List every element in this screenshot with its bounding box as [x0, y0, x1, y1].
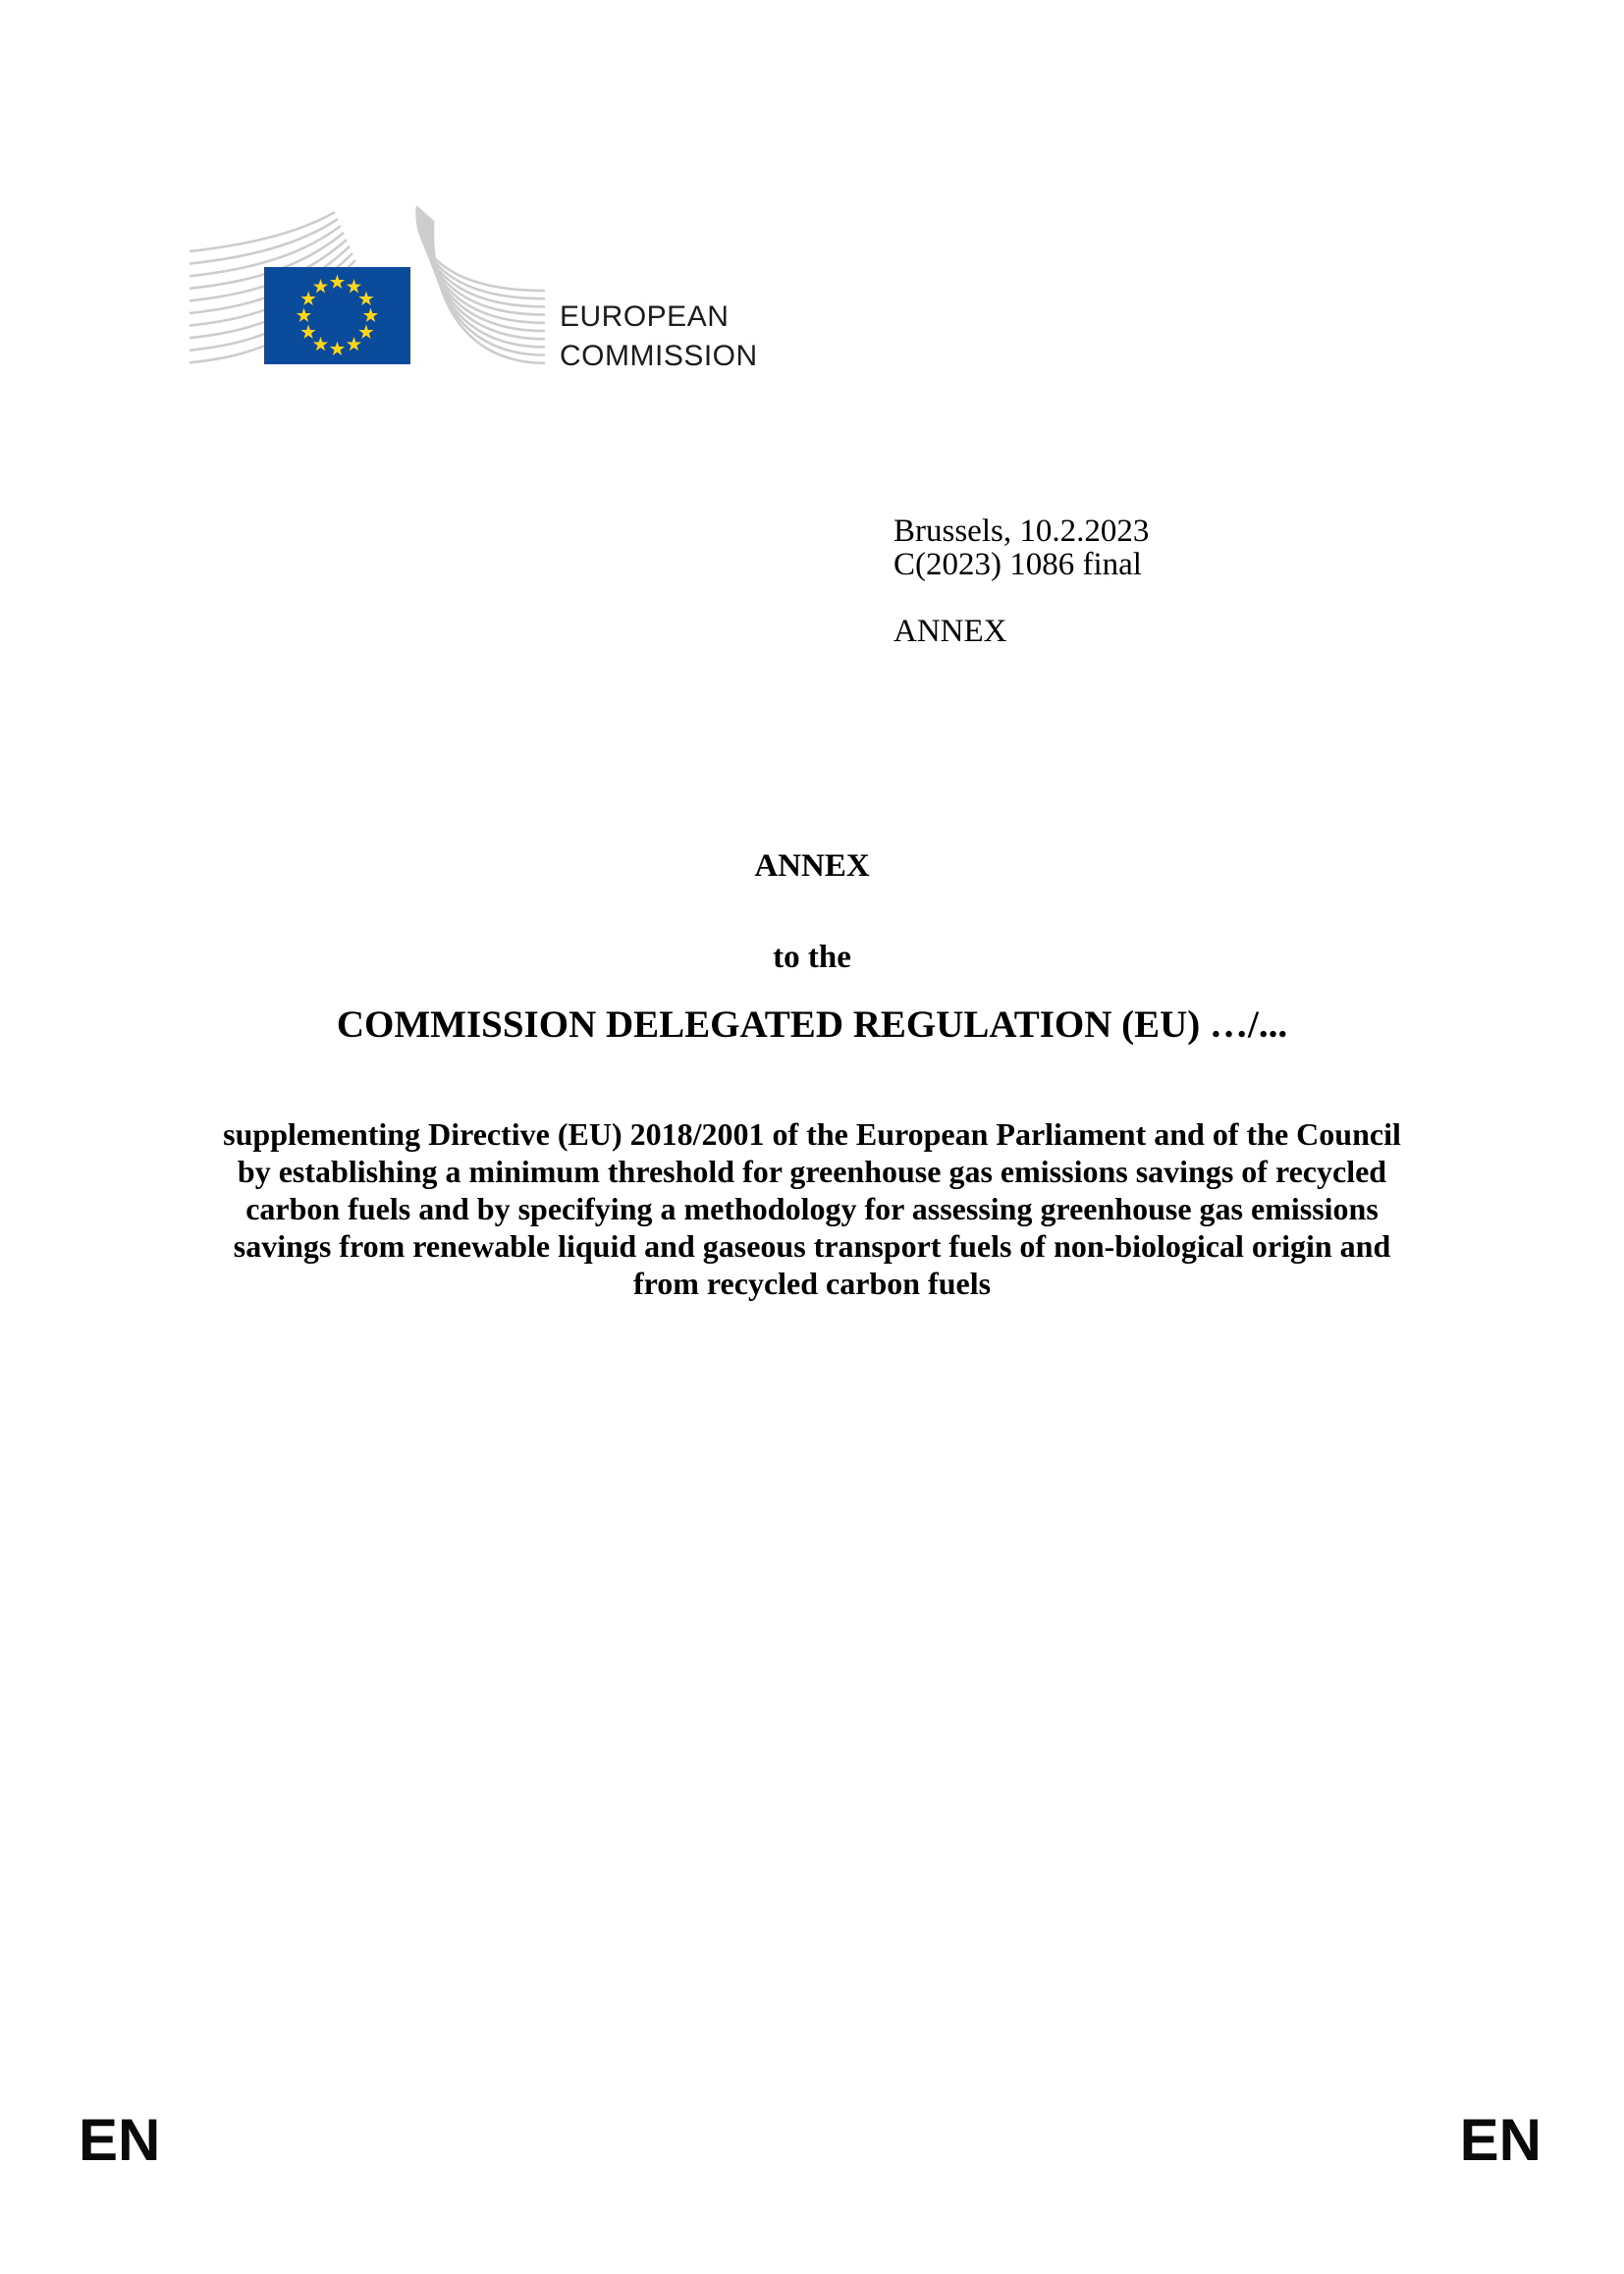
title-line: by establishing a minimum threshold for greenhouse gas emissions savings of recycled	[237, 1154, 1387, 1189]
logo-wordmark-line1: EUROPEAN	[560, 300, 730, 333]
title-line: supplementing Directive (EU) 2018/2001 of the European Parliament and of the Council	[223, 1116, 1401, 1152]
regulation-heading: COMMISSION DELEGATED REGULATION (EU) …/...	[336, 1003, 1288, 1046]
place-date: Brussels, 10.2.2023	[893, 514, 1150, 549]
reference-number: C(2023) 1086 final	[893, 547, 1142, 582]
logo-wordmark	[560, 298, 758, 376]
language-code-left: EN	[79, 2107, 161, 2173]
title-line: savings from renewable liquid and gaseous transport fuels of non-biological origin and	[233, 1228, 1391, 1264]
logo-wordmark-line2: COMMISSION	[560, 340, 758, 372]
european-commission-logo-icon	[189, 204, 548, 371]
annex-heading: ANNEX	[754, 848, 870, 884]
document-meta	[893, 514, 1149, 648]
language-code-right: EN	[1459, 2107, 1542, 2173]
title-line: from recycled carbon fuels	[632, 1266, 992, 1301]
doc-type-label: ANNEX	[893, 614, 1007, 649]
title-line: carbon fuels and by specifying a methodology for assessing greenhouse gas emissions	[245, 1191, 1379, 1226]
meta-spacer	[893, 581, 1149, 615]
to-the-heading: to the	[773, 940, 851, 975]
document-title	[0, 1115, 1624, 1302]
